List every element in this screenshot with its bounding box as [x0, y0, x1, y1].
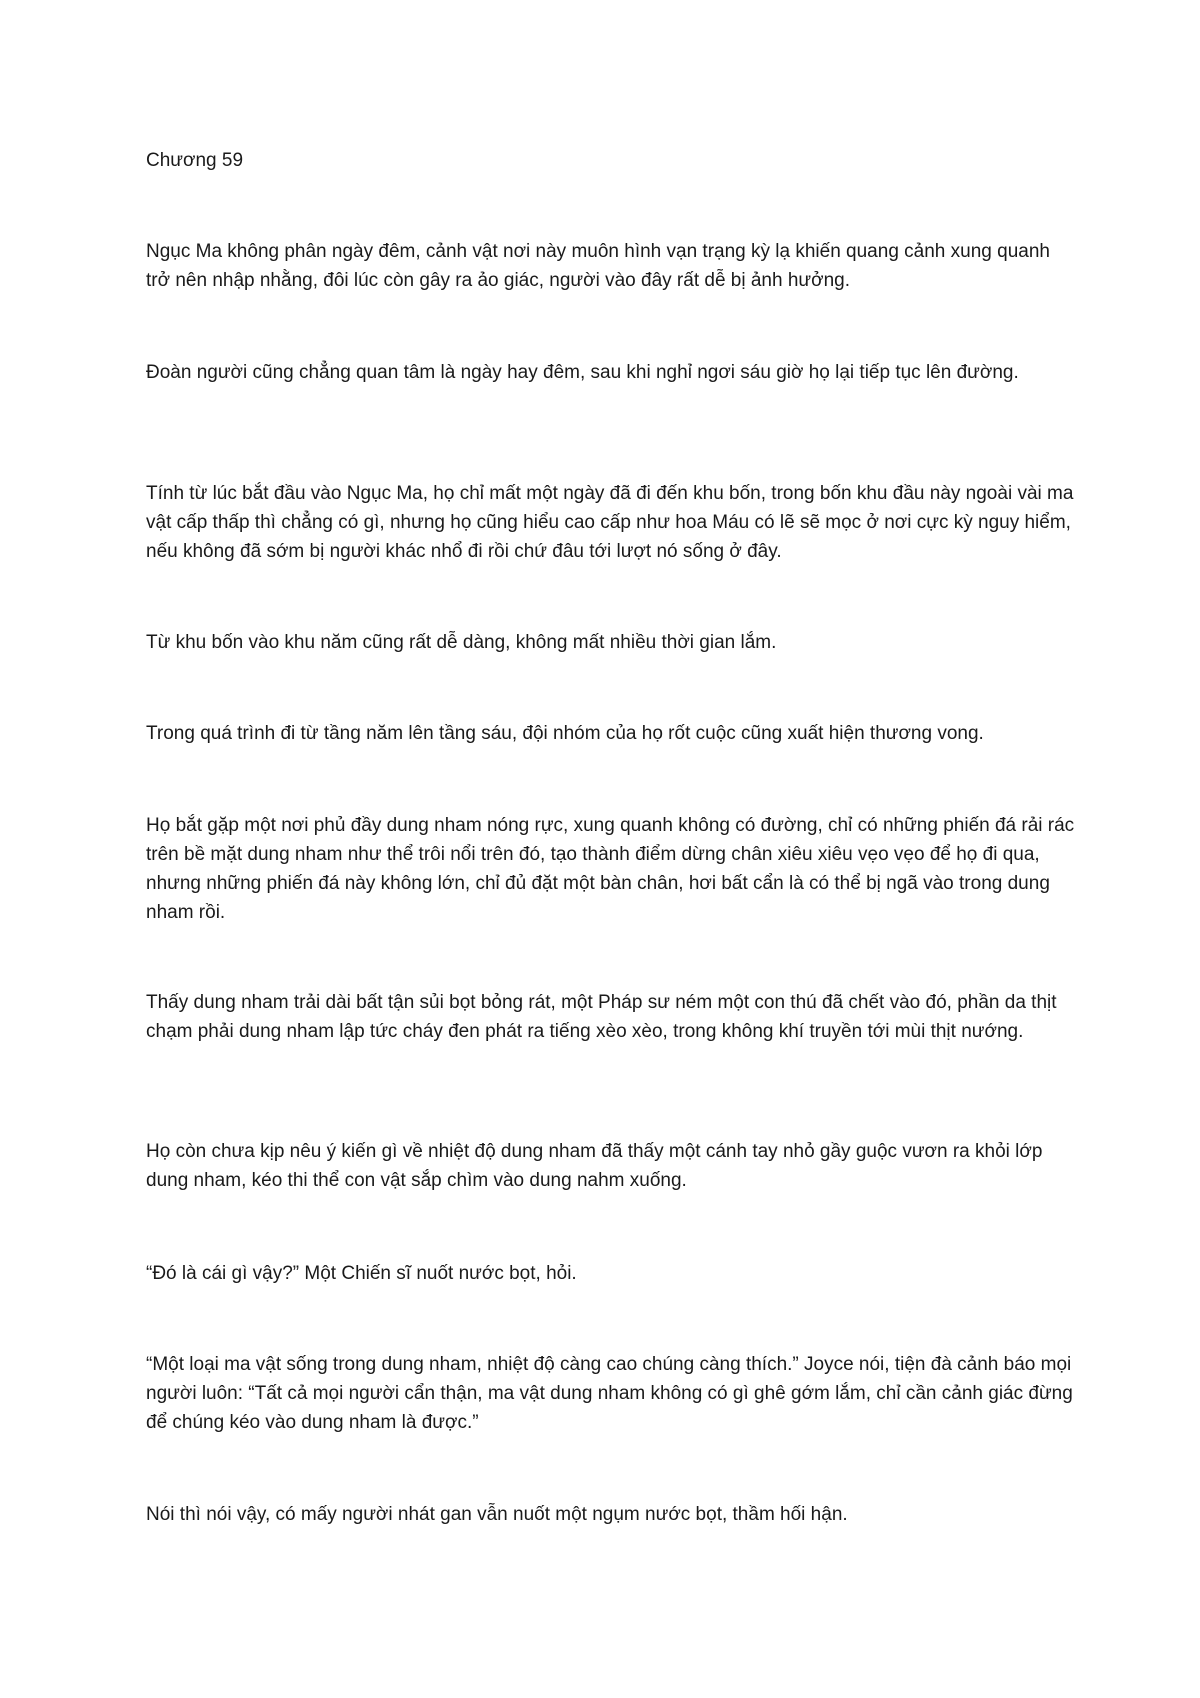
paragraph-11: Nói thì nói vậy, có mấy người nhát gan vẫn nuốt một ngụm nước bọt, thầm hối hận.: [146, 1504, 848, 1525]
paragraph-8: Họ còn chưa kịp nêu ý kiến gì về nhiệt độ dung nham đã thấy một cánh tay nhỏ gầy guộc vươn ra khỏi lớp dung nham, kéo thi thể con vật sắp chìm vào dung nahm xuống.: [146, 1141, 1043, 1191]
chapter-title: Chương 59: [146, 150, 244, 171]
paragraph-2: Đoàn người cũng chẳng quan tâm là ngày hay đêm, sau khi nghỉ ngơi sáu giờ họ lại tiếp tục lên đường.: [146, 362, 1019, 383]
paragraph-3: Tính từ lúc bắt đầu vào Ngục Ma, họ chỉ mất một ngày đã đi đến khu bốn, trong bốn khu đầu này ngoài vài ma vật cấp thấp thì chẳng có gì, nhưng họ cũng hiểu cao cấp như hoa Máu có lẽ sẽ mọc ở nơi cực kỳ nguy hiểm, nếu không đã sớm bị người khác nhổ đi rồi chứ đâu tới lượt nó sống ở đây.: [146, 483, 1074, 562]
paragraph-4: Từ khu bốn vào khu năm cũng rất dễ dàng, không mất nhiều thời gian lắm.: [146, 632, 777, 653]
paragraph-7: Thấy dung nham trải dài bất tận sủi bọt bỏng rát, một Pháp sư ném một con thú đã chết vào đó, phần da thịt chạm phải dung nham lập tức cháy đen phát ra tiếng xèo xèo, trong không khí truyền tới mùi thịt nướng.: [146, 992, 1057, 1042]
paragraph-6: Họ bắt gặp một nơi phủ đầy dung nham nóng rực, xung quanh không có đường, chỉ có những phiến đá rải rác trên bề mặt dung nham như thể trôi nổi trên đó, tạo thành điểm dừng chân xiêu xiêu vẹo vẹo để họ đi qua, nhưng những phiến đá này không lớn, chỉ đủ đặt một bàn chân, hơi bất cẩn là có thể bị ngã vào trong dung nham rồi.: [146, 815, 1075, 923]
paragraph-1: Ngục Ma không phân ngày đêm, cảnh vật nơi này muôn hình vạn trạng kỳ lạ khiến quang cảnh xung quanh trở nên nhập nhằng, đôi lúc còn gây ra ảo giác, người vào đây rất dễ bị ảnh hưởng.: [146, 241, 1050, 291]
paragraph-10: “Một loại ma vật sống trong dung nham, nhiệt độ càng cao chúng càng thích.” Joyce nói, tiện đà cảnh báo mọi người luôn: “Tất cả mọi người cẩn thận, ma vật dung nham không có gì ghê gớm lắm, chỉ cần cảnh giác đừng để chúng kéo vào dung nham là được.”: [146, 1354, 1073, 1433]
paragraph-9: “Đó là cái gì vậy?” Một Chiến sĩ nuốt nước bọt, hỏi.: [146, 1263, 577, 1284]
paragraph-5: Trong quá trình đi từ tầng năm lên tầng sáu, đội nhóm của họ rốt cuộc cũng xuất hiện thương vong.: [146, 723, 984, 744]
